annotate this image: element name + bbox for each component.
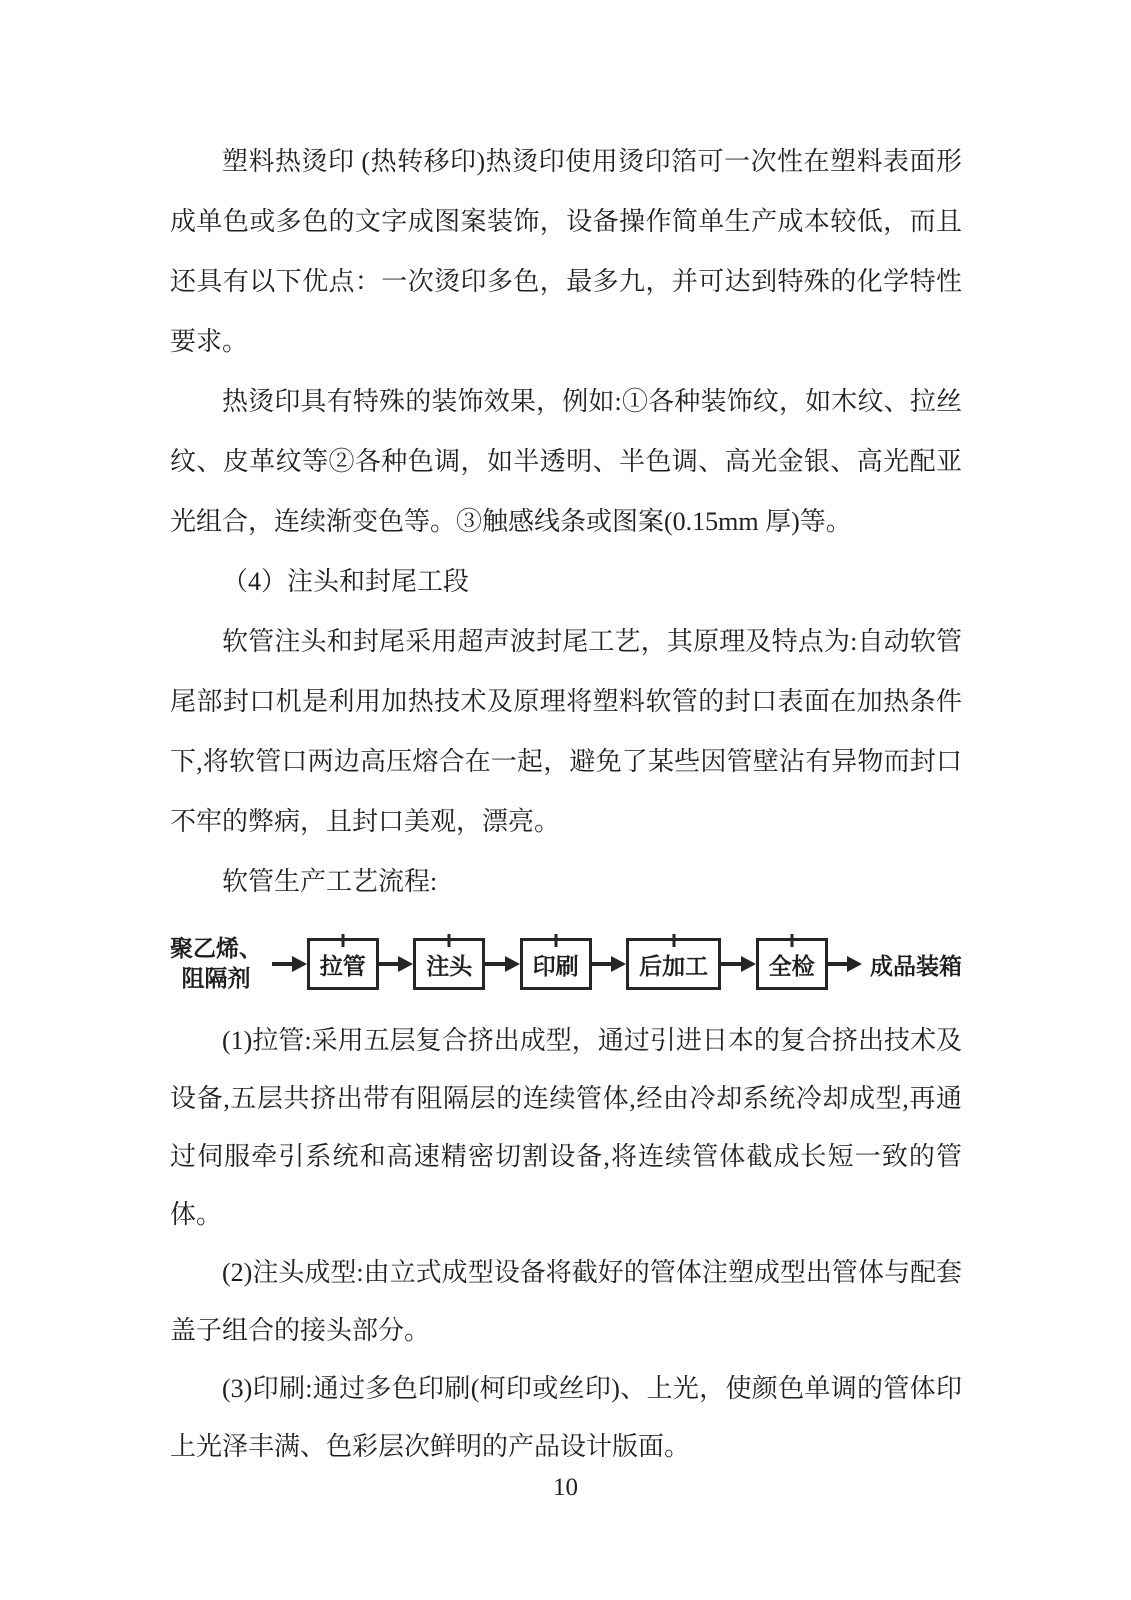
- flow-input-label: [170, 934, 272, 994]
- connector-tick-icon: [341, 934, 344, 947]
- flow-step-box-laguan: [307, 938, 379, 990]
- connector-tick-icon: [554, 934, 557, 947]
- arrow-head: [292, 956, 307, 972]
- flow-arrow-icon: [721, 956, 755, 972]
- paragraph-decorative-effects: 热烫印具有特殊的装饰效果，例如:①各种装饰纹，如木纹、拉丝纹、皮革纹等②各种色调，如半透明、半色调、高光金银、高光配亚光组合，连续渐变色等。③触感线条或图案(0.15mm 厚)等。: [170, 387, 962, 536]
- flow-input-line-2: 阻隔剂: [181, 966, 251, 991]
- flow-step-label: 全检: [768, 953, 815, 979]
- flow-arrow-icon: [592, 956, 626, 972]
- flow-step-label: 后加工: [639, 953, 709, 979]
- paragraph-step-1-laguan: (1)拉管:采用五层复合挤出成型，通过引进日本的复合挤出技术及设备,五层共挤出带有阻隔层的连续管体,经由冷却系统冷却成型,再通过伺服牵引系统和高速精密切割设备,将连续管体截成长短一致的管体。: [170, 1026, 962, 1229]
- arrow-shaft: [592, 962, 611, 966]
- paragraph-step-2-zhutou: (2)注头成型:由立式成型设备将截好的管体注塑成型出管体与配套盖子组合的接头部分。: [170, 1258, 962, 1345]
- page-content: [170, 132, 962, 1476]
- arrow-shaft: [721, 962, 740, 966]
- arrow-head: [741, 956, 756, 972]
- arrow-head: [847, 956, 862, 972]
- paragraph-hot-stamping: 塑料热烫印 (热转移印)热烫印使用烫印箔可一次性在塑料表面形成单色或多色的文字成图案装饰，设备操作简单生产成本较低，而且还具有以下优点：一次烫印多色，最多九，并可达到特殊的化学特性要求。: [170, 147, 962, 356]
- production-flowchart: [170, 916, 962, 1012]
- heading-section-4: （4）注头和封尾工段: [222, 567, 470, 596]
- page-number: 10: [553, 1474, 578, 1501]
- flow-step-box-quanjian: [756, 938, 828, 990]
- arrow-head: [398, 956, 413, 972]
- arrow-shaft: [485, 962, 504, 966]
- flow-arrow-icon: [828, 956, 862, 972]
- arrow-head: [505, 956, 520, 972]
- flow-arrow-icon: [485, 956, 519, 972]
- arrow-shaft: [379, 962, 398, 966]
- flow-step-label: 拉管: [319, 953, 366, 979]
- flow-step-box-zhutou: [413, 938, 485, 990]
- paragraph-step-3-yinshua: (3)印刷:通过多色印刷(柯印或丝印)、上光，使颜色单调的管体印上光泽丰满、色彩层次鲜明的产品设计版面。: [170, 1374, 962, 1461]
- flow-step-label: 注头: [426, 953, 473, 979]
- connector-tick-icon: [448, 934, 451, 947]
- flow-output-label: 成品装箱: [870, 953, 963, 979]
- flow-step-label: 印刷: [532, 953, 579, 979]
- flow-arrow-icon: [272, 956, 307, 972]
- arrow-head: [611, 956, 626, 972]
- flow-step-box-houjiagong: [626, 938, 721, 990]
- paragraph-flow-intro: 软管生产工艺流程:: [222, 867, 438, 896]
- flow-arrow-icon: [379, 956, 413, 972]
- arrow-shaft: [828, 962, 847, 966]
- arrow-shaft: [272, 962, 292, 966]
- paragraph-sealing-process: 软管注头和封尾采用超声波封尾工艺，其原理及特点为:自动软管尾部封口机是利用加热技术及原理将塑料软管的封口表面在加热条件下,将软管口两边高压熔合在一起，避免了某些因管壁沾有异物而封口不牢的弊病，且封口美观，漂亮。: [170, 627, 962, 836]
- flow-step-box-yinshua: [520, 938, 592, 990]
- connector-tick-icon: [672, 934, 675, 947]
- connector-tick-icon: [790, 934, 793, 947]
- flow-input-line-1: 聚乙烯、: [170, 936, 262, 961]
